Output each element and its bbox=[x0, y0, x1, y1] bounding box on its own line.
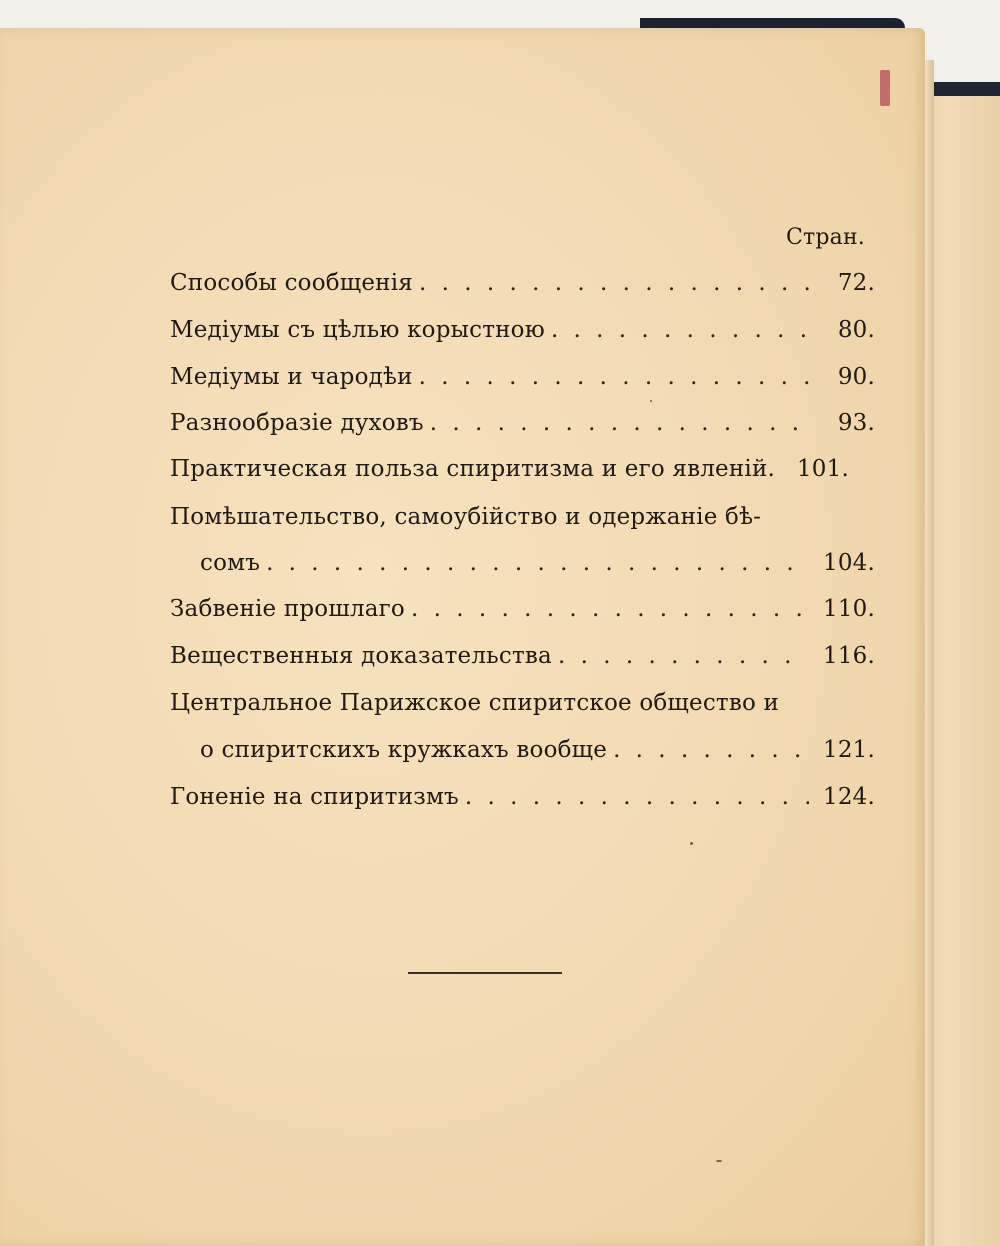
toc-entry-title: сомъ bbox=[200, 550, 261, 576]
toc-entry-title: Вещественныя доказательства bbox=[170, 643, 552, 669]
toc-entry-title: Забвеніе прошлаго bbox=[170, 596, 405, 622]
toc-entry-page: 116. bbox=[822, 643, 875, 669]
toc-entry-page: 101. bbox=[796, 456, 849, 482]
paper-speck bbox=[650, 400, 652, 402]
toc-entry-title: Разнообразіе духовъ bbox=[170, 410, 424, 436]
next-page-edge bbox=[925, 96, 1000, 1246]
toc-entry bbox=[170, 410, 875, 444]
toc-entry bbox=[170, 690, 875, 724]
dot-leader bbox=[419, 364, 809, 390]
dot-leader bbox=[411, 596, 809, 622]
toc-entry-title: Практическая польза спиритизма и его явленій. bbox=[170, 456, 775, 482]
book-page bbox=[0, 28, 925, 1246]
bookmark-ribbon bbox=[880, 70, 890, 106]
toc-entry bbox=[170, 737, 875, 771]
pages-column-header: Стран. bbox=[785, 225, 865, 250]
toc-entry-title: Гоненіе на спиритизмъ bbox=[170, 784, 459, 810]
toc-entry-title: о спиритскихъ кружкахъ вообще bbox=[200, 737, 608, 763]
toc-entry-title: Способы сообщенія bbox=[170, 270, 413, 296]
toc-entry-page: 110. bbox=[822, 596, 875, 622]
dot-leader bbox=[558, 643, 809, 669]
paper-speck bbox=[716, 1160, 722, 1162]
toc-entry-page: 124. bbox=[822, 784, 875, 810]
toc-entry bbox=[170, 504, 875, 538]
dot-leader bbox=[419, 270, 809, 296]
toc-entry-title: Центральное Парижское спиритское общество и bbox=[170, 690, 780, 716]
toc-entry bbox=[170, 596, 875, 630]
toc-entry-page: 80. bbox=[837, 317, 875, 343]
dot-leader bbox=[465, 784, 809, 810]
toc-entry-page: 104. bbox=[822, 550, 875, 576]
toc-entry-title: Медіумы съ цѣлью корыстною bbox=[170, 317, 545, 343]
dot-leader bbox=[613, 737, 809, 763]
toc-entry-page: 90. bbox=[837, 364, 875, 390]
toc-entry bbox=[170, 456, 875, 490]
toc-entry bbox=[170, 784, 875, 818]
dot-leader bbox=[266, 550, 809, 576]
dot-leader bbox=[430, 410, 809, 436]
paper-speck bbox=[690, 842, 693, 845]
section-divider-rule bbox=[408, 972, 562, 974]
toc-entry-page: 72. bbox=[837, 270, 875, 296]
toc-entry bbox=[170, 550, 875, 584]
dot-leader bbox=[551, 317, 809, 343]
toc-entry-title: Медіумы и чародѣи bbox=[170, 364, 413, 390]
toc-entry bbox=[170, 317, 875, 351]
toc-entry-page: 93. bbox=[837, 410, 875, 436]
toc-entry bbox=[170, 270, 875, 304]
toc-entry-title: Помѣшательство, самоубійство и одержаніе бѣ- bbox=[170, 504, 762, 530]
toc-entry bbox=[170, 643, 875, 677]
toc-entry-page: 121. bbox=[822, 737, 875, 763]
toc-entry bbox=[170, 364, 875, 398]
